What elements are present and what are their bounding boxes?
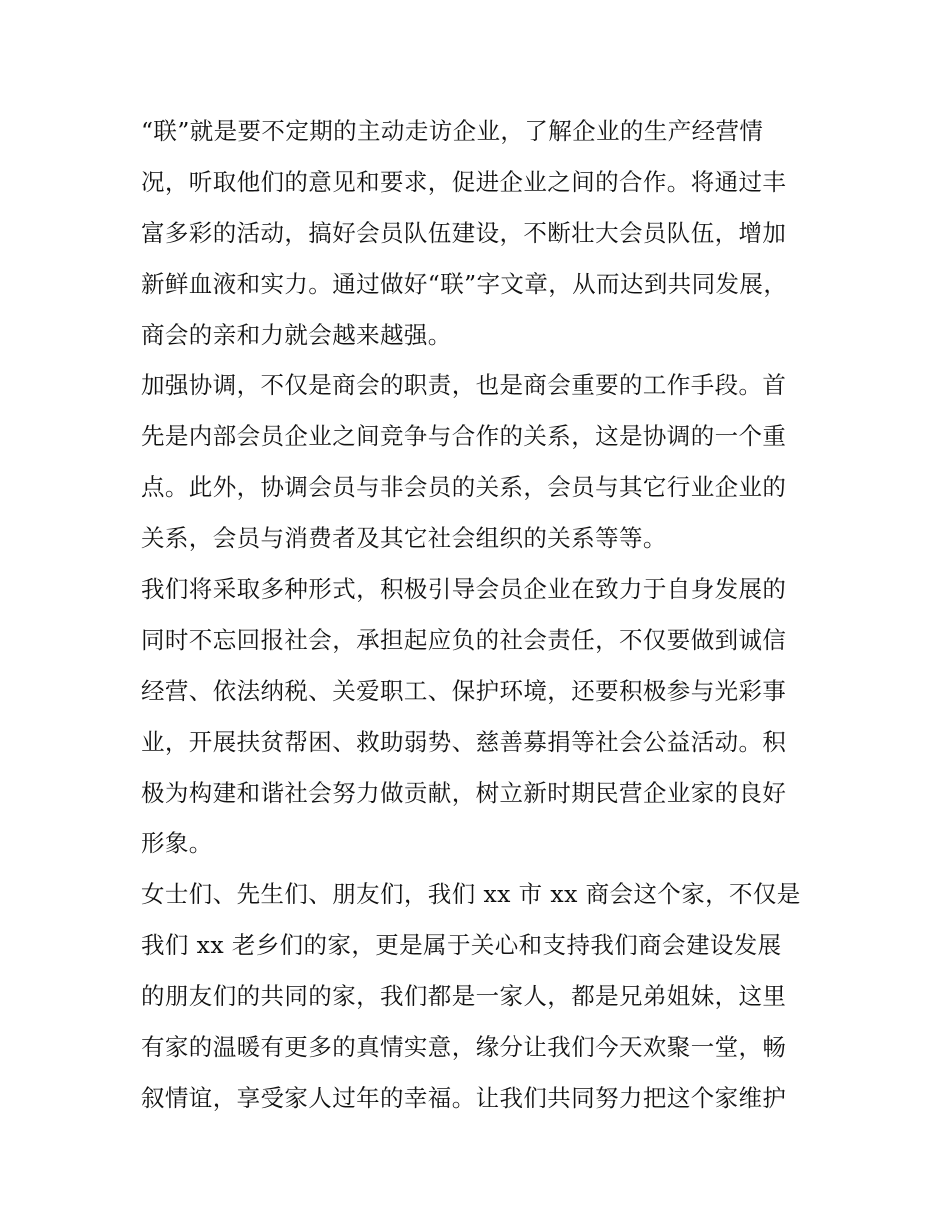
paragraph-family <box>141 869 816 1123</box>
paragraph-lian <box>141 106 816 360</box>
document-body <box>141 106 816 1124</box>
text-line: “联”就是要不定期的主动走访企业，了解企业的生产经营情 <box>141 117 764 145</box>
text-line: 有家的温暖有更多的真情实意，缘分让我们今天欢聚一堂，畅 <box>141 1033 787 1062</box>
paragraph-coordination <box>141 360 816 564</box>
text-line: 我们 xx 老乡们的家，更是属于关心和支持我们商会建设发展 <box>141 931 782 960</box>
text-line: 形象。 <box>141 829 213 858</box>
text-line: 极为构建和谐社会努力做贡献，树立新时期民营企业家的良好 <box>141 778 787 807</box>
text-line: 业，开展扶贫帮困、救助弱势、慈善募捐等社会公益活动。积 <box>141 727 787 756</box>
text-line: 先是内部会员企业之间竞争与合作的关系，这是协调的一个重 <box>141 422 787 451</box>
paragraph-social-responsibility <box>141 564 816 869</box>
text-line: 同时不忘回报社会，承担起应负的社会责任，不仅要做到诚信 <box>141 625 787 654</box>
text-line: 经营、依法纳税、关爱职工、保护环境，还要积极参与光彩事 <box>141 676 787 705</box>
text-line: 叙情谊，享受家人过年的幸福。让我们共同努力把这个家维护 <box>141 1083 787 1112</box>
text-line: 况，听取他们的意见和要求，促进企业之间的合作。将通过丰 <box>141 167 787 196</box>
text-line: 我们将采取多种形式，积极引导会员企业在致力于自身发展的 <box>141 575 787 604</box>
text-line: 女士们、先生们、朋友们，我们 xx 市 xx 商会这个家，不仅是 <box>141 880 801 909</box>
text-line: 的朋友们的共同的家，我们都是一家人，都是兄弟姐妹，这里 <box>141 982 787 1011</box>
text-line: 加强协调，不仅是商会的职责，也是商会重要的工作手段。首 <box>141 371 787 400</box>
text-line: 商会的亲和力就会越来越强。 <box>141 320 452 349</box>
text-line: 新鲜血液和实力。通过做好“联”字文章，从而达到共同发展， <box>141 269 788 298</box>
text-line: 关系，会员与消费者及其它社会组织的关系等等。 <box>141 524 667 553</box>
text-line: 富多彩的活动，搞好会员队伍建设，不断壮大会员队伍，增加 <box>141 218 787 247</box>
text-line: 点。此外，协调会员与非会员的关系，会员与其它行业企业的 <box>141 473 787 502</box>
